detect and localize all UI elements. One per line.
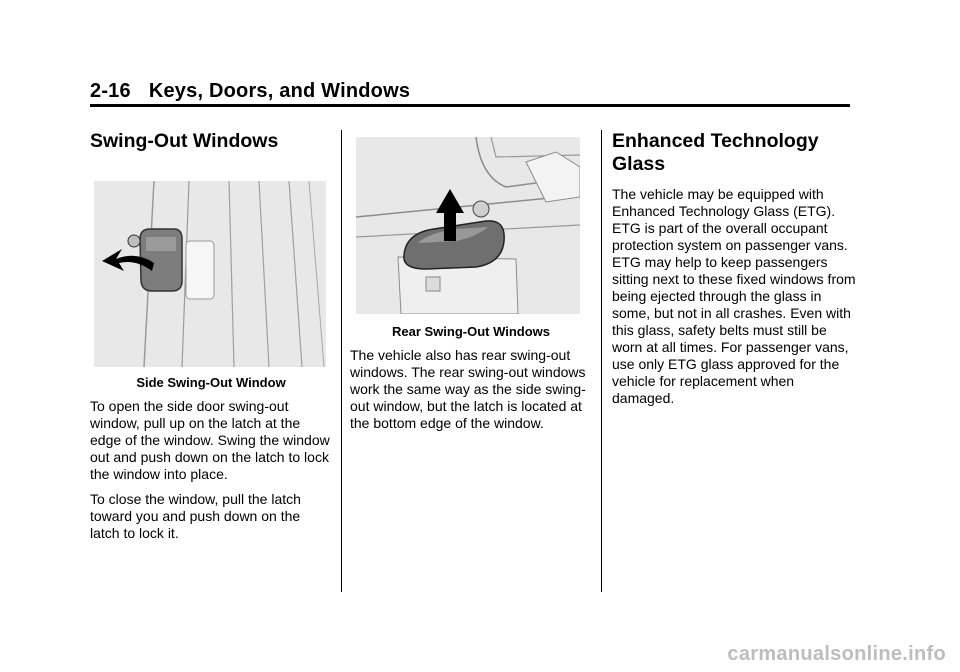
figure-caption: Rear Swing-Out Windows xyxy=(391,324,551,339)
page-number: 2-16 xyxy=(90,80,131,102)
watermark: carmanualsonline.info xyxy=(727,643,946,665)
chapter-title: Keys, Doors, and Windows xyxy=(148,80,411,102)
paragraph: The vehicle may be equipped with Enhanced Technology Glass (ETG). ETG is part of the overall occupant protection system on passenger vans. ETG may help to keep passengers sitting next to these fixed windows from being ejected through the glass in some, but not in all crashes. Even with this glass, safety belts must still be worn at all times. For passenger vans, use only ETG glass approved for the vehicle for replacement when damaged. xyxy=(612,186,856,406)
column-divider xyxy=(341,130,342,592)
left-column xyxy=(90,130,332,542)
section-heading-enhanced-technology-glass: Enhanced Technology Glass xyxy=(612,130,819,175)
paragraph: To open the side door swing-out window, pull up on the latch at the edge of the window. Swing the window out and push down on the latch to lock the window into place. xyxy=(90,398,330,482)
rear-swing-out-window-illustration xyxy=(356,137,580,314)
section-heading-swing-out-windows: Swing-Out Windows xyxy=(90,130,279,152)
right-column xyxy=(612,130,857,407)
page-header xyxy=(90,80,850,103)
column-divider xyxy=(601,130,602,592)
side-swing-out-window-illustration xyxy=(94,181,326,367)
paragraph: To close the window, pull the latch toward you and push down on the latch to lock it. xyxy=(90,491,301,541)
middle-column xyxy=(350,130,592,432)
paragraph: The vehicle also has rear swing-out windows. The rear swing-out windows work the same way as the side swing-out window, but the latch is located at the bottom edge of the window. xyxy=(350,347,586,431)
figure-caption: Side Swing-Out Window xyxy=(136,375,286,390)
header-rule xyxy=(90,104,850,107)
